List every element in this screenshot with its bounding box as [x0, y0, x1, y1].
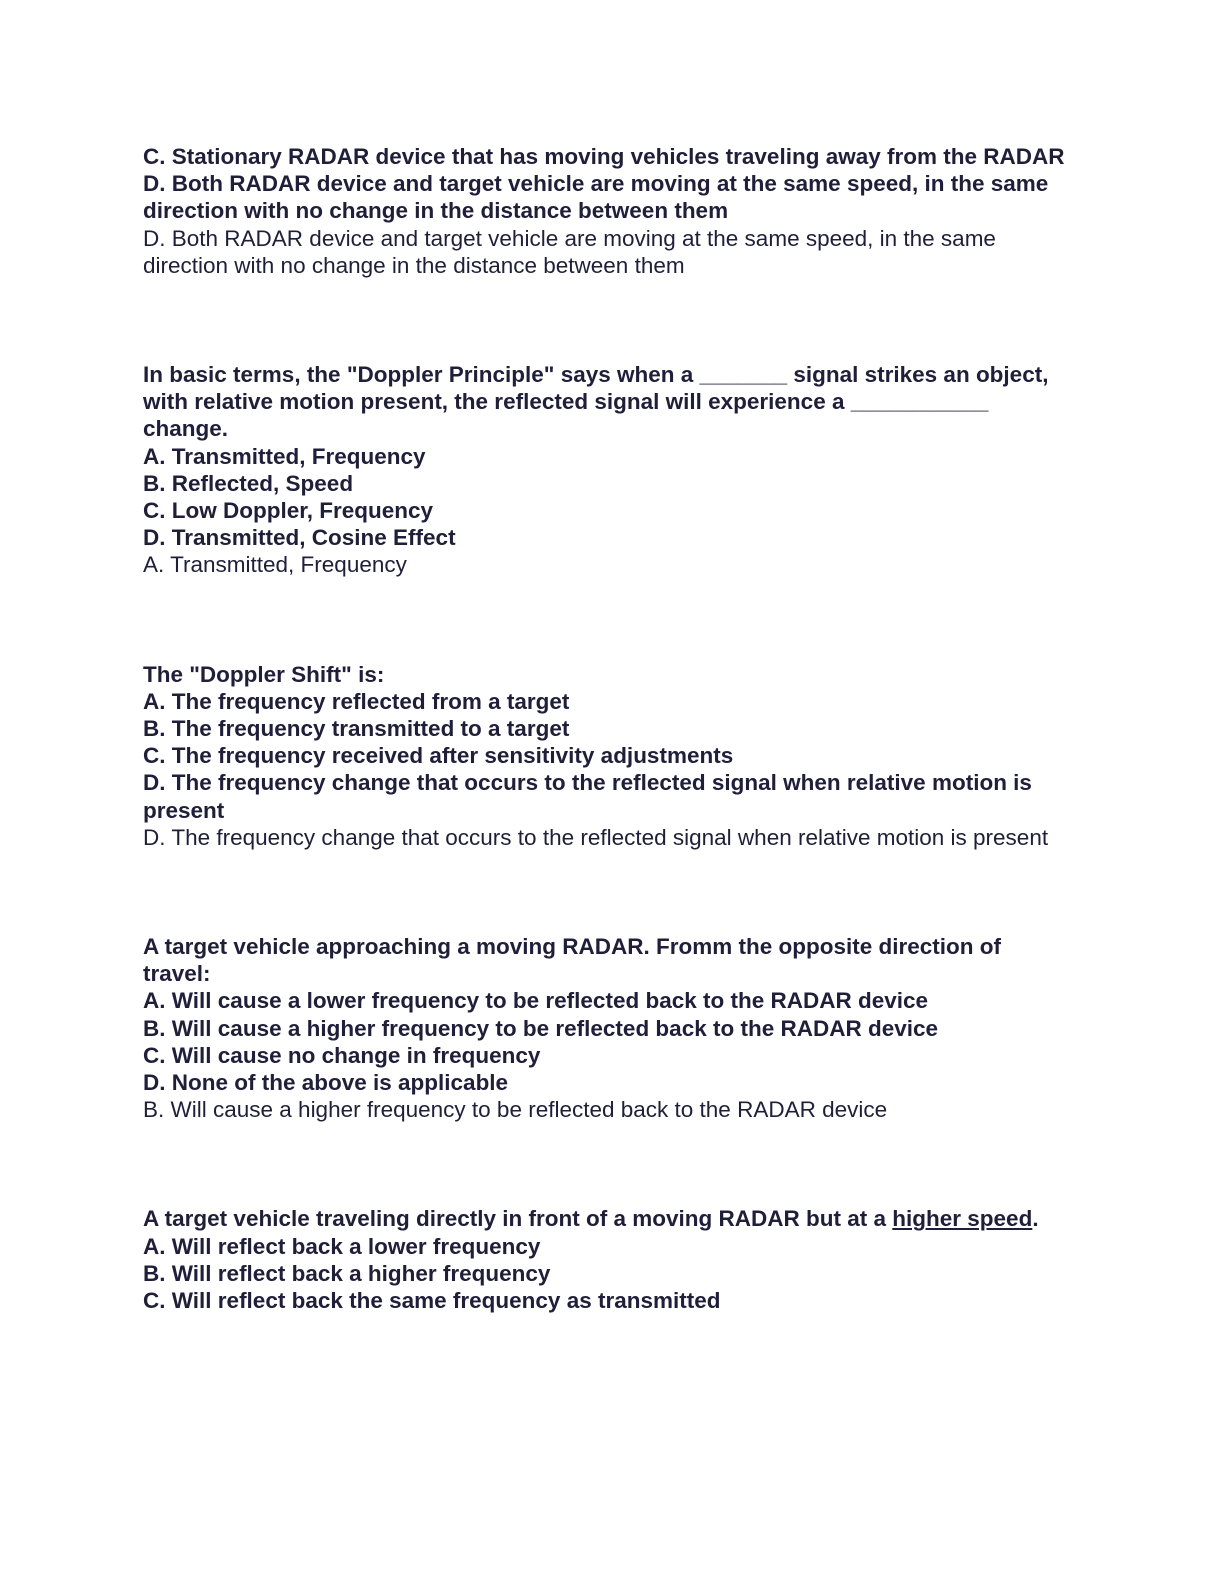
- question-block-4: [143, 933, 1073, 1123]
- question-block-1: [143, 143, 1073, 279]
- option-b: B. Will cause a higher frequency to be reflected back to the RADAR device: [143, 1015, 939, 1041]
- question-text-end: .: [1032, 1206, 1039, 1232]
- option-c: C. Will reflect back the same frequency as transmitted: [143, 1288, 721, 1314]
- question-text-start: A target vehicle traveling directly in front of a moving RADAR but at a: [143, 1206, 893, 1232]
- option-b: B. Reflected, Speed: [143, 470, 354, 496]
- option-b: B. The frequency transmitted to a target: [143, 716, 570, 742]
- question-text: [143, 1205, 1073, 1232]
- option-a: A. Transmitted, Frequency: [143, 443, 426, 469]
- answer: B. Will cause a higher frequency to be reflected back to the RADAR device: [143, 1097, 888, 1123]
- option-b: B. Will reflect back a higher frequency: [143, 1260, 551, 1286]
- question-block-3: [143, 661, 1073, 851]
- question-block-5: [143, 1205, 1073, 1314]
- option-d: D. None of the above is applicable: [143, 1070, 509, 1096]
- option-c: C. The frequency received after sensitivity adjustments: [143, 743, 734, 769]
- answer: D. Both RADAR device and target vehicle are moving at the same speed, in the same direction with no change in the distance between them: [143, 225, 996, 278]
- option-a: A. Will cause a lower frequency to be reflected back to the RADAR device: [143, 988, 929, 1014]
- answer: D. The frequency change that occurs to the reflected signal when relative motion is present: [143, 824, 1049, 850]
- option-d: D. Transmitted, Cosine Effect: [143, 525, 456, 551]
- option-d: D. The frequency change that occurs to the reflected signal when relative motion is present: [143, 770, 1032, 823]
- question-text: A target vehicle approaching a moving RADAR. Fromm the opposite direction of travel:: [143, 934, 1002, 987]
- option-c: C. Will cause no change in frequency: [143, 1042, 541, 1068]
- answer: A. Transmitted, Frequency: [143, 552, 407, 578]
- option-c: C. Low Doppler, Frequency: [143, 498, 434, 524]
- option-c: C. Stationary RADAR device that has moving vehicles traveling away from the RADAR: [143, 144, 1065, 169]
- question-block-2: [143, 361, 1073, 579]
- question-text: In basic terms, the "Doppler Principle" says when a _______ signal strikes an object, with relative motion present, the reflected signal will experience a ___________ change.: [143, 362, 1049, 442]
- option-a: A. Will reflect back a lower frequency: [143, 1233, 541, 1259]
- option-a: A. The frequency reflected from a target: [143, 688, 570, 714]
- question-text: The "Doppler Shift" is:: [143, 661, 385, 687]
- question-underlined-text: higher speed: [892, 1206, 1033, 1232]
- option-d: D. Both RADAR device and target vehicle are moving at the same speed, in the same direction with no change in the distance between them: [143, 171, 1049, 224]
- document-page: [143, 143, 1073, 1314]
